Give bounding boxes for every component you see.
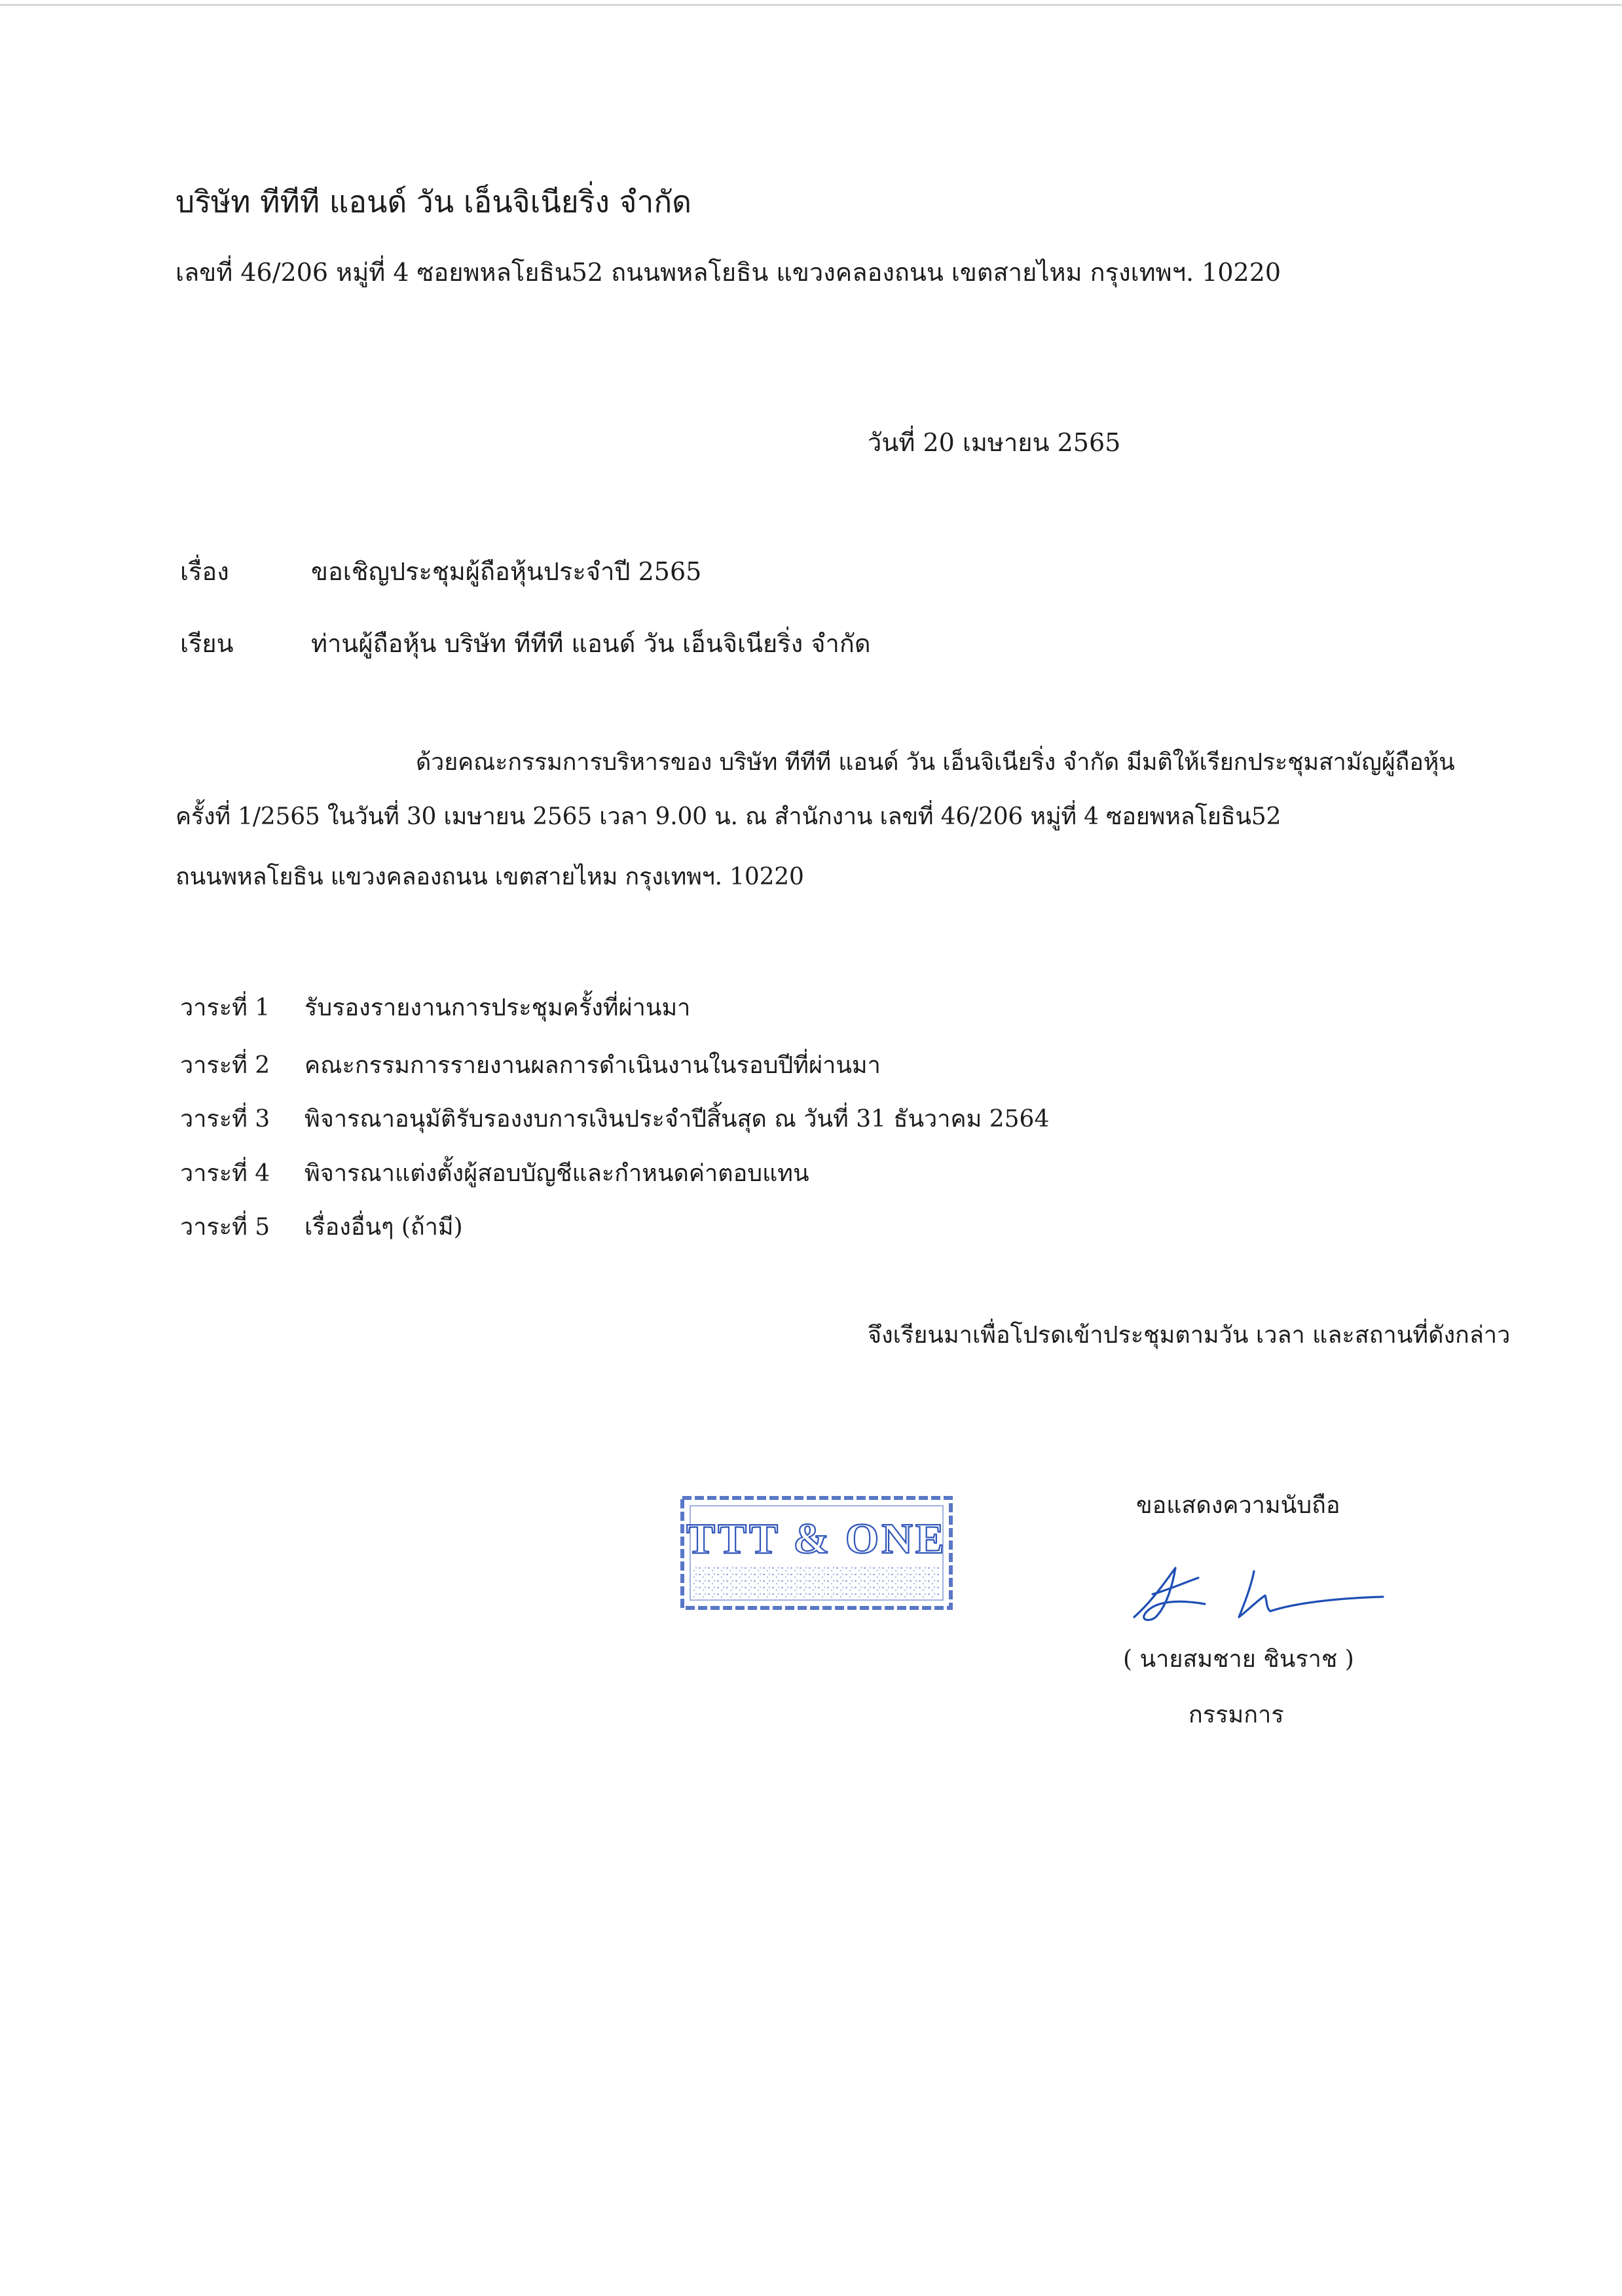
agenda-number: วาระที่ 2: [180, 1052, 270, 1079]
recipient-text: ท่านผู้ถือหุ้น บริษัท ทีทีที แอนด์ วัน เอ็นจิเนียริ่ง จำกัด: [311, 629, 871, 658]
signer-name: ( นายสมชาย ชินราช ): [1123, 1646, 1354, 1673]
agenda-item: [180, 989, 690, 1026]
agenda-text: พิจารณาแต่งตั้งผู้สอบบัญชีและกำหนดค่าตอบแทน: [304, 1160, 809, 1187]
handwritten-signature: [1126, 1555, 1388, 1627]
agenda-text: เรื่องอื่นๆ (ถ้ามี): [304, 1214, 463, 1241]
closing-sentence: จึงเรียนมาเพื่อโปรดเข้าประชุมตามวัน เวลา และสถานที่ดังกล่าว: [868, 1322, 1511, 1349]
letter-date: วันที่ 20 เมษายน 2565: [868, 428, 1121, 457]
body-paragraph-line-1: ด้วยคณะกรรมการบริหารของ บริษัท ทีทีที แอนด์ วัน เอ็นจิเนียริ่ง จำกัด มีมติให้เรียกประชุมสามัญผู้ถือหุ้น: [416, 749, 1455, 776]
recipient-label: เรียน: [180, 629, 234, 658]
company-address: เลขที่ 46/206 หมู่ที่ 4 ซอยพหลโยธิน52 ถนนพหลโยธิน แขวงคลองถนน เขตสายไหม กรุงเทพฯ. 10220: [175, 258, 1281, 287]
agenda-item: [180, 1154, 809, 1192]
agenda-number: วาระที่ 1: [180, 994, 270, 1021]
agenda-number: วาระที่ 3: [180, 1106, 270, 1133]
scan-edge-line: [0, 4, 1622, 6]
signer-position: กรรมการ: [1189, 1702, 1284, 1728]
body-paragraph-line-2: ครั้งที่ 1/2565 ในวันที่ 30 เมษายน 2565 เวลา 9.00 น. ณ สำนักงาน เลขที่ 46/206 หมู่ที่ 4 ซอยพหลโยธิน52: [175, 803, 1281, 830]
agenda-text: คณะกรรมการรายงานผลการดำเนินงานในรอบปีที่ผ่านมา: [304, 1052, 881, 1079]
company-stamp: [680, 1494, 955, 1612]
regards-text: ขอแสดงความนับถือ: [1136, 1492, 1340, 1519]
agenda-item: [180, 1100, 1049, 1137]
agenda-number: วาระที่ 4: [180, 1160, 270, 1187]
agenda-text: รับรองรายงานการประชุมครั้งที่ผ่านมา: [304, 994, 691, 1021]
subject-text: ขอเชิญประชุมผู้ถือหุ้นประจำปี 2565: [311, 557, 702, 586]
agenda-text: พิจารณาอนุมัติรับรองงบการเงินประจำปีสิ้นสุด ณ วันที่ 31 ธันวาคม 2564: [304, 1106, 1050, 1133]
body-paragraph-line-3: ถนนพหลโยธิน แขวงคลองถนน เขตสายไหม กรุงเทพฯ. 10220: [175, 864, 804, 890]
agenda-number: วาระที่ 5: [180, 1214, 270, 1241]
agenda-item: [180, 1208, 463, 1245]
agenda-item: [180, 1046, 881, 1084]
company-name: บริษัท ทีทีที แอนด์ วัน เอ็นจิเนียริ่ง จำกัด: [175, 184, 692, 219]
subject-label: เรื่อง: [180, 557, 229, 586]
stamp-text: TTT & ONE: [686, 1515, 947, 1563]
